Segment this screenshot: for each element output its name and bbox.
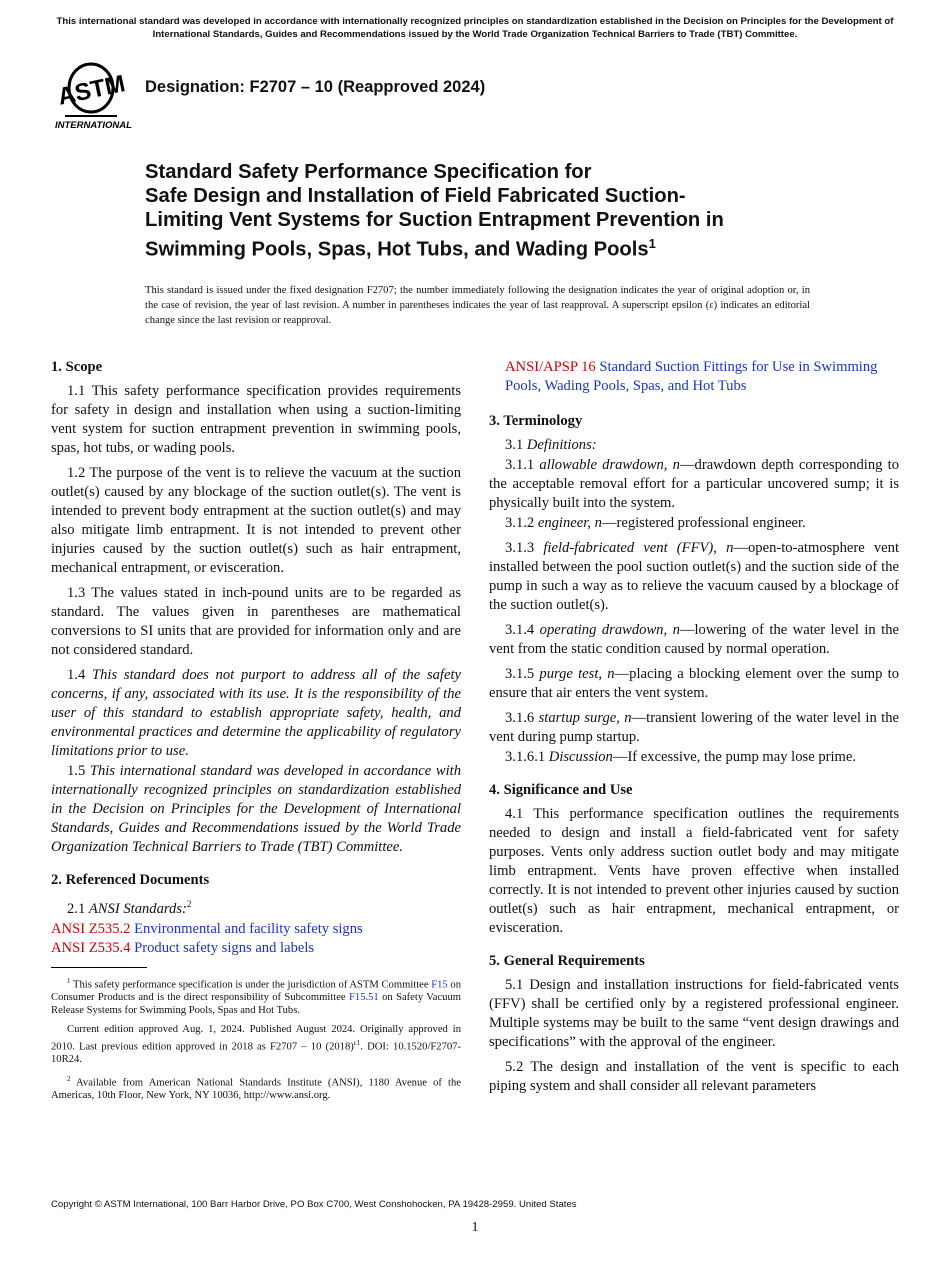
section-heading-general: 5. General Requirements [489,953,645,969]
term-3-1-2: 3.1.2 engineer, n—registered professional engineer. [505,515,806,531]
reference-link[interactable]: Product safety signs and labels [134,939,315,956]
svg-text:ASTM: ASTM [55,70,128,111]
logo-text: INTERNATIONAL [55,120,132,130]
reference-link[interactable]: Environmental and facility safety signs [134,920,363,937]
paragraph-4-1: 4.1 This performance specification outlines the requirements needed to design and install a field-fabricated vent for safety purposes. Vents only address suction outlet body and may mitigate limb entrapment. Vents have proven effective when installed correctly. It is not intended to prevent other injuries caused by suction outlet(s) such as hair entrapment, mechanical entrapment, or evisceration. [489,806,899,936]
copyright-line: Copyright © ASTM International, 100 Barr Harbor Drive, PO Box C700, West Conshohocken, PA 19428-2959. United States [51,1199,577,1210]
paragraph-5-2: 5.2 The design and installation of the vent is specific to each piping system and shall consider all relevant parameters [489,1059,899,1094]
footnote-rule [51,967,147,968]
paragraph-1-3: 1.3 The values stated in inch-pound units are to be regarded as standard. The values given in parentheses are mathematical conversions to SI units that are provided for information only and are not considered standard. [51,585,461,658]
section-heading-referenced: 2. Referenced Documents [51,872,210,888]
footnote-1-edition: Current edition approved Aug. 1, 2024. Published August 2024. Originally approved in 2010. Last previous edition approved in 2018 as F2707 – 10 $(2018)^{\varepsilon 1}$. DOI: 10.1520/F2707-10R24. [51,1023,462,1065]
link-f15-51[interactable]: F15.51 [349,992,379,1004]
paragraph-3-1: 3.1 Definitions: [505,437,597,453]
term-3-1-5: 3.1.5 purge test, n—placing a blocking element over the sump to ensure that air enters the vent system. [489,666,900,701]
section-heading-terminology: 3. Terminology [489,413,583,429]
paragraph-5-1: 5.1 Design and installation instructions for field-fabricated vents (FFV) shall be certified only by a registered professional engineer. Multiple systems may be built to the same “vent design drawings and specifications” with the approval of the engineer. [489,977,899,1050]
term-3-1-6: 3.1.6 startup surge, n—transient lowering of the water level in the vent during pump startup. [489,710,899,745]
paragraph-2-1: 2.1 ANSI Standards:$^2$ [67,899,192,917]
issued-note: This standard is issued under the fixed designation F2707; the number immediately following the designation indicates the year of original adoption or, in the case of revision, the year of last revision. A number in parentheses indicates the year of last reapproval. A superscript epsilon (ε) indicates an editorial change since the last revision or reapproval. [145,285,810,326]
reference-link[interactable]: Standard Suction Fittings for Use in Swimming Pools, Wading Pools, Spas, and Hot Tubs [505,359,878,394]
term-3-1-4: 3.1.4 operating drawdown, n—lowering of the water level in the vent from the static condition caused by normal operation. [489,622,899,657]
link-f15[interactable]: F15 [431,979,448,991]
page-number: 1 [471,1220,479,1235]
tbt-notice: This international standard was developed in accordance with internationally recognized principles on standardization established in the Decision on Principles for the Development of International Standards, Guides and Recommendations issued by the World Trade Organization Technical Barriers to Trade (TBT) Committee. [56,16,894,40]
reference-z535-4: ANSI Z535.4 Product safety signs and labels [51,939,315,956]
paragraph-1-4: 1.4 This standard does not purport to address all of the safety concerns, if any, associated with its use. It is the responsibility of the user of this standard to establish appropriate safety, health, and environmental practices and determine the applicability of regulatory limitations prior to use. [51,667,461,759]
reference-z535-2: ANSI Z535.2 Environmental and facility safety signs [51,920,363,937]
footnote-1: $^1$ This safety performance specification is under the jurisdiction of ASTM Committee F15 on Consumer Products and is the direct responsibility of Subcommittee F15.51 on Safety Vacuum Release Systems for Swimming Pools, Spas and Hot Tubs. [51,976,461,1016]
designation: Designation: F2707 – 10 (Reapproved 2024) [145,78,486,96]
paragraph-1-1: 1.1 This safety performance specification provides requirements for safety in design and installation when using a suction-limiting vent system for suction entrapment prevention in swimming pools, spas, hot tubs, or wading pools. [51,383,461,456]
section-heading-significance: 4. Significance and Use [489,782,633,798]
right-column [489,358,899,1102]
section-heading-scope: 1. Scope [51,359,103,375]
term-3-1-1: 3.1.1 allowable drawdown, n—drawdown depth corresponding to the acceptable removal effort for a particular uncovered sump; it is physically built into the system. [489,457,899,511]
paragraph-1-2: 1.2 The purpose of the vent is to relieve the vacuum at the suction outlet(s) caused by any blockage of the suction outlet(s). The vent is intended to prevent body entrapment at the suction outlet(s) and may also mitigate limb entrapment. It is not intended to prevent other injuries caused by the suction outlet(s) such as hair entrapment, mechanical entrapment, or evisceration. [51,465,461,576]
paragraph-1-5: 1.5 This international standard was developed in accordance with internationally recognized principles on standardization established in the Decision on Principles for the Development of International Standards, Guides and Recommendations issued by the World Trade Organization Technical Barriers to Trade (TBT) Committee. [51,763,462,855]
document-title: Standard Safety Performance Specification for Safe Design and Installation of Field Fabricated Suction- Limiting Vent Systems for Suction Entrapment Prevention in Swimming Pools, Spas, Hot Tubs, and Wading Pools$^1$ [145,161,724,261]
footnote-2: $^2$ Available from American National Standards Institute (ANSI), 1180 Avenue of the Americas, 10th Floor, New York, NY 10036, http://www.ansi.org. [51,1074,461,1102]
left-column [51,358,461,1109]
reference-apsp-16: ANSI/APSP 16 Standard Suction Fittings for Use in Swimming Pools, Wading Pools, Spas, and Hot Tubs [505,359,878,394]
astm-logo [55,58,135,130]
term-3-1-6-1: 3.1.6.1 Discussion—If excessive, the pump may lose prime. [505,749,857,765]
term-3-1-3: 3.1.3 field-fabricated vent (FFV), n—open-to-atmosphere vent installed between the pool suction outlet(s) and the suction side of the pump in such a way as to relieve the vacuum caused by a blockage of the suction outlet(s). [489,540,900,613]
